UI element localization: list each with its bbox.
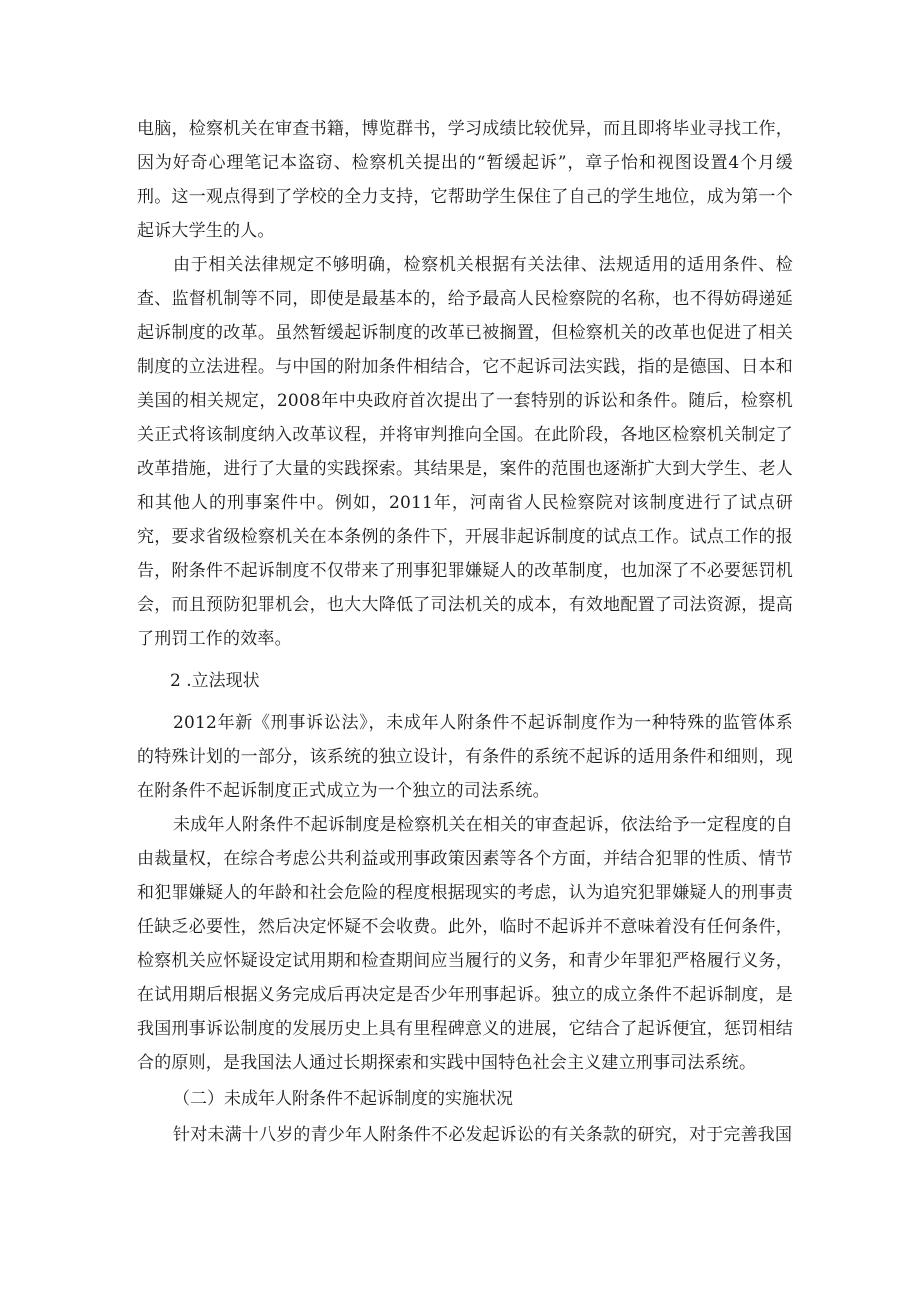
section-heading-implementation-status: （二）未成年人附条件不起诉制度的实施状况 <box>173 1089 513 1109</box>
section-heading-legislation-status: 2 .立法现状 <box>170 671 260 691</box>
paragraph-continuation: 电脑，检察机关在审查书籍，博览群书，学习成绩比较优异，而且即将毕业寻找工作，因为好奇心理笔记本盗窃、检察机关提出的“暂缓起诉”，章子怡和视图设置4个月缓刑。这一观点得到了学校的全力支持，它帮助学生保住了自己的学生地位，成为第一个起诉大学生的人。 <box>137 119 793 241</box>
paragraph-reform-history: 由于相关法律规定不够明确，检察机关根据有关法律、法规适用的适用条件、检查、监督机制等不同，即使是最基本的，给予最高人民检察院的名称，也不得妨碍递延起诉制度的改革。虽然暂缓起诉制度的改革已被搁置，但检察机关的改革也促进了相关制度的立法进程。与中国的附加条件相结合，它不起诉司法实践，指的是德国、日本和美国的相关规定，2008年中央政府首次提出了一套特别的诉讼和条件。随后，检察机关正式将该制度纳入改革议程，并将审判推向全国。在此阶段，各地区检察机关制定了改革措施，进行了大量的实践探索。其结果是，案件的范围也逐渐扩大到大学生、老人和其他人的刑事案件中。例如，2011年，河南省人民检察院对该制度进行了试点研究，要求省级检察机关在本条例的条件下，开展非起诉制度的试点工作。试点工作的报告，附条件不起诉制度不仅带来了刑事犯罪嫌疑人的改革制度，也加深了不必要惩罚机会，而且预防犯罪机会，也大大降低了司法机关的成本，有效地配置了司法资源，提高了刑罚工作的效率。 <box>137 255 793 649</box>
paragraph-conditional-non-prosecution-definition: 未成年人附条件不起诉制度是检察机关在相关的审查起诉，依法给予一定程度的自由裁量权，在综合考虑公共利益或刑事政策因素等各个方面，并结合犯罪的性质、情节和犯罪嫌疑人的年龄和社会危险的程度根据现实的考虑，认为追究犯罪嫌疑人的刑事责任缺乏必要性，然后决定怀疑不会收费。此外，临时不起诉并不意味着没有任何条件，检察机关应怀疑设定试用期和检查期间应当履行的义务，和青少年罪犯严格履行义务，在试用期后根据义务完成后再决定是否少年刑事起诉。独立的成立条件不起诉制度，是我国刑事诉讼制度的发展历史上具有里程碑意义的进展，它结合了起诉便宜，惩罚相结合的原则，是我国法人通过长期探索和实践中国特色社会主义建立刑事司法系统。 <box>137 815 793 1073</box>
paragraph-criminal-procedure-law: 2012年新《刑事诉讼法》，未成年人附条件不起诉制度作为一种特殊的监管体系的特殊计划的一部分，该系统的独立设计，有条件的系统不起诉的适用条件和细则，现在附条件不起诉制度正式成立为一个独立的司法系统。 <box>137 713 793 801</box>
paragraph-research-intro: 针对未满十八岁的青少年人附条件不必发起诉讼的有关条款的研究，对于完善我国 <box>173 1125 793 1145</box>
document-page <box>137 112 793 1152</box>
